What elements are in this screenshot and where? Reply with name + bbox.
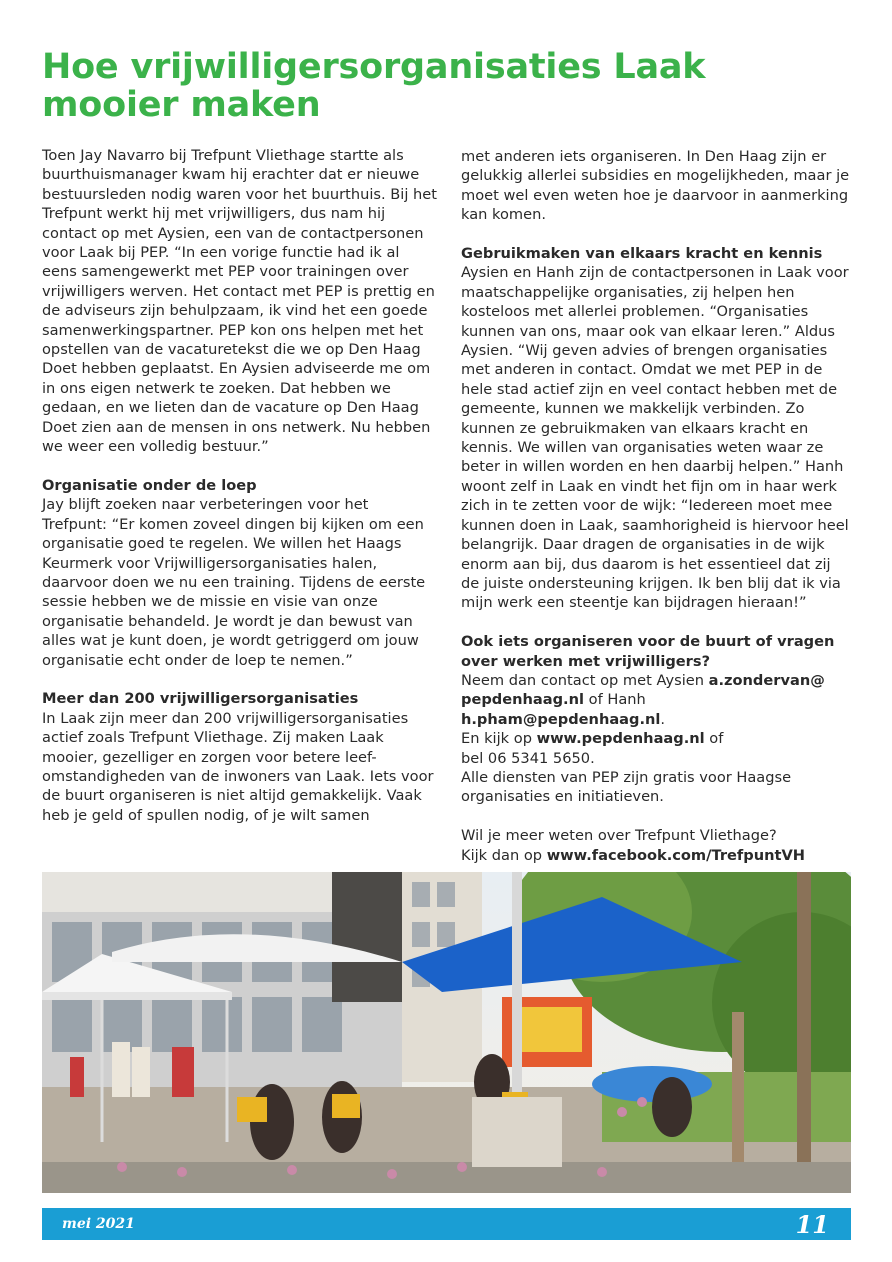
right-column	[461, 147, 853, 865]
phone-line: bel 06 5341 5650.	[461, 749, 595, 767]
email-hanh-link[interactable]: h.pham@pepdenhaag.nl	[461, 710, 661, 728]
intro-paragraph: Toen Jay Navarro bij Trefpunt Vliethage startte als buurthuismanager kwam hij erachter dat er nieuwe bestuursleden nodig waren voor het buurthuis. Bij het Trefpunt werkt hij met vrijwilligers, dus nam hij contact op met Aysien, een van de contactpersonen voor Laak bij PEP. “In een vorige functie had ik al eens samengewerkt met PEP voor trainingen over vrijwilligers werven. Het contact met PEP is prettig en de adviseurs zijn behulpzaam, ik vind het een goede samenwerkingspartner. PEP kon ons helpen met het opstellen van de vacaturetekst die we op Den Haag Doet hebben geplaatst. En Aysien adviseerde me om in ons eigen netwerk te zoeken. Dat hebben we gedaan, en we lieten dan de vacature op Den Haag Doet zien aan de mensen in ons netwerk. Nu hebben we weer een volledig bestuur.”	[42, 147, 438, 456]
free-services-line: Alle diensten van PEP zijn gratis voor Haagse organisaties en initiatieven.	[461, 768, 792, 806]
email-aysien-link[interactable]: a.zondervan@ pepdenhaag.nl	[461, 671, 825, 709]
page-number: 11	[795, 1210, 829, 1239]
paragraph-kracht-kennis: Aysien en Hanh zijn de contactpersonen in Laak voor maatschappelijke organisaties, zij helpen hen kosteloos met allerlei problemen. “Organisaties kunnen van ons, maar ook van elkaar leren.” Aldus Aysien. “Wij geven advies of brengen organisaties met anderen in contact. Omdat we met PEP in de hele stad actief zijn en veel contact hebben met de gemeente, kunnen we makkelijk verbinden. Zo kunnen ze gebruikmaken van elkaars kracht en kennis. We willen van organisaties weten waar ze beter in willen worden en hen daarbij helpen.” Hanh woont zelf in Laak en vindt het fijn om in haar werk zich in te zetten voor de wijk: “Iedereen moet mee kunnen doen in Laak, saamhorigheid is hiervoor heel belangrijk. Daar dragen de organisaties in de wijk enorm aan bij, dus daarom is het essentieel dat zij de juiste ondersteuning krijgen. Ik ben blij dat ik via mijn werk een steentje kan bijdragen hieraan!”	[461, 264, 849, 612]
paragraph-organisatie: Jay blijft zoeken naar verbeteringen voor het Trefpunt: “Er komen zoveel dingen bij kijken om een organisatie goed te regelen. We willen het Haags Keurmerk voor Vrijwilligersorganisaties halen, daarvoor doen we nu een training. Tijdens de eerste sessie hebben we de missie en visie van onze organisatie behandeld. Je wordt je dan bewust van alles wat je kunt doen, je wordt getriggerd om jouw organisatie echt onder de loep te nemen.”	[42, 496, 426, 669]
more-info-line: Wil je meer weten over Trefpunt Vliethage?	[461, 827, 777, 845]
heading-organisatie: Organisatie onder de loep	[42, 476, 257, 494]
left-column	[42, 146, 437, 825]
footer-bar	[42, 1208, 851, 1240]
article-title: Hoe vrijwilligersorganisaties Laak mooier maken	[42, 47, 706, 125]
continued-paragraph: met anderen iets organiseren. In Den Haag zijn er gelukkig allerlei subsidies en mogelijkheden, maar je moet wel even weten hoe je daarvoor in aanmerking kan komen.	[461, 148, 850, 224]
website-line: En kijk op www.pepdenhaag.nl of	[461, 730, 724, 748]
facebook-link[interactable]: www.facebook.com/TrefpuntVH	[546, 846, 805, 864]
heading-meer-dan-200: Meer dan 200 vrijwilligersorganisaties	[42, 690, 359, 708]
footer-month: mei 2021	[62, 1216, 135, 1232]
paragraph-meer-dan-200: In Laak zijn meer dan 200 vrijwilligersorganisaties actief zoals Trefpunt Vliethage. Zij maken Laak mooier, gezelliger en zorgen voor betere leef-omstandigheden van de inwoners van Laak. Iets voor de buurt organiseren is niet altijd gemakkelijk. Vaak heb je geld of spullen nodig, of je wilt samen	[42, 709, 434, 824]
facebook-line: Kijk dan op www.facebook.com/TrefpuntVH	[461, 846, 805, 864]
contact-paragraph: Neem dan contact op met Aysien a.zondervan@ pepdenhaag.nl of Hanh h.pham@pepdenhaag.nl.	[461, 671, 825, 728]
event-photo	[42, 872, 851, 1193]
pep-website-link[interactable]: www.pepdenhaag.nl	[536, 730, 705, 748]
heading-contact: Ook iets organiseren voor de buurt of vragen over werken met vrijwilligers?	[461, 633, 835, 670]
heading-kracht-kennis: Gebruikmaken van elkaars kracht en kennis	[461, 245, 823, 263]
